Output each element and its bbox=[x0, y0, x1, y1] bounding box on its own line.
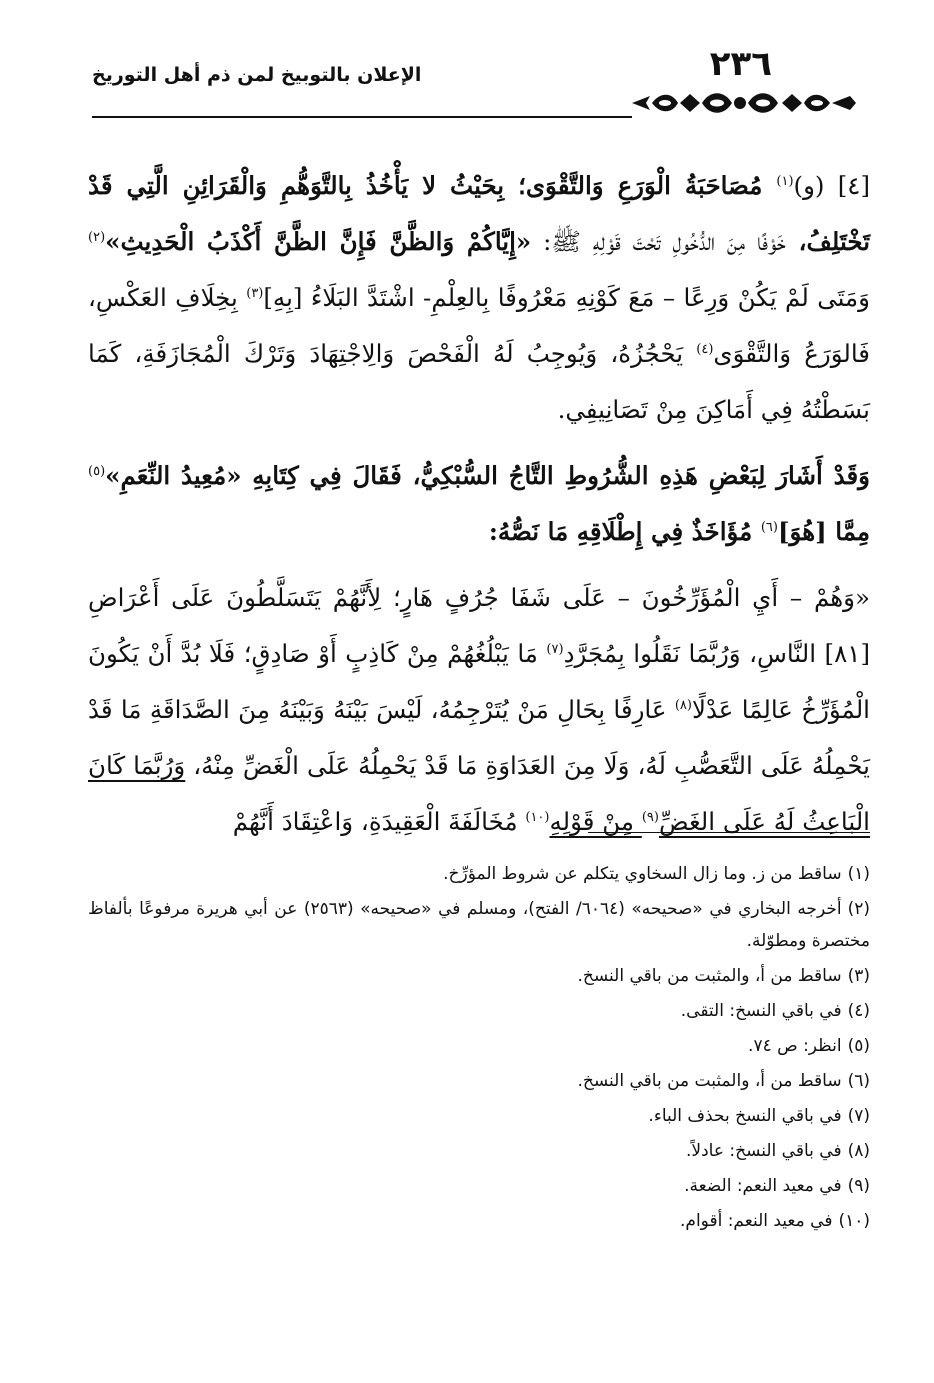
footnote-reference: (١) bbox=[776, 173, 794, 189]
text-segment: بِخِلَافِ العَكْسِ، فَالوَرَعُ وَالتَّقْوَى bbox=[88, 283, 871, 368]
text-segment: وَمَتَى لَمْ يَكُنْ وَرِعًا – مَعَ كَوْنِهِ مَعْرُوفًا بِالعِلْمِ- اشْتَدَّ البَلَاءُ [بِهِ] bbox=[263, 283, 870, 312]
page-number: ٢٣٦ bbox=[709, 44, 772, 84]
body-paragraph bbox=[88, 158, 870, 438]
footnote-text: في باقي النسخ بحذف الباء. bbox=[648, 1106, 842, 1126]
footnote-number: (٤) bbox=[847, 1001, 870, 1021]
text-segment: [٤] (و) bbox=[793, 171, 870, 200]
footnote-text: ساقط من أ، والمثبت من باقي النسخ. bbox=[577, 966, 842, 986]
text-segment: مُصَاحَبَةُ الْوَرَعِ وَالتَّقْوَى؛ بِحَيْثُ لا يَأْخُذُ بِالتَّوَهُّمِ وَالْقَرَائِنِ الَّتِي قَدْ تَخْتَلِفُ، bbox=[88, 171, 871, 256]
text-segment: مُخَالَفَةَ الْعَقِيدَةِ، وَاعْتِقَادَ أَنَّهُمْ bbox=[232, 807, 526, 836]
footnote-reference: (٦) bbox=[760, 519, 778, 535]
footnote-reference: (٣) bbox=[246, 285, 264, 301]
footnote-number: (١٠) bbox=[838, 1211, 870, 1231]
footnote-item bbox=[88, 1065, 870, 1097]
body-paragraph bbox=[88, 570, 870, 850]
footnote-text: في باقي النسخ: التقى. bbox=[680, 1001, 842, 1021]
footnote-text: انظر: ص ٧٤. bbox=[748, 1036, 842, 1056]
footnote-number: (٧) bbox=[847, 1106, 870, 1126]
footnote-text: في معيد النعم: الضعة. bbox=[684, 1176, 842, 1196]
footnote-reference: (٩) bbox=[641, 809, 659, 825]
footnote-item bbox=[88, 1030, 870, 1062]
footnote-text: في معيد النعم: أقوام. bbox=[680, 1211, 833, 1231]
text-segment: مَا يَبْلُغُهُمْ مِنْ كَاذِبٍ أَوْ صَادِقٍ؛ فَلَا بُدَّ أَنْ يَكُونَ الْمُؤَرِّخُ عَالِمًا عَدْلًا bbox=[88, 639, 870, 724]
running-title: الإعلان بالتوبيخ لمن ذم أهل التوريخ bbox=[92, 64, 422, 86]
footnote-reference: (٢) bbox=[88, 229, 106, 245]
footnote-text: ساقط من ز. وما زال السخاوي يتكلم عن شروط المؤرِّخ. bbox=[443, 864, 842, 884]
footnote-reference: (٤) bbox=[696, 341, 714, 357]
footnote-number: (١) bbox=[847, 864, 870, 884]
footnote-item bbox=[88, 1170, 870, 1202]
footnote-item bbox=[88, 858, 870, 890]
text-segment: يَحْجُزُهُ، وَيُوجِبُ لَهُ الْفَحْصَ وَالِاجْتِهَادَ وَتَرْكَ الْمُجَازَفَةِ، كَمَا بَسَطْتُهُ فِي أَمَاكِنَ مِنْ تَصَانِيفِي. bbox=[88, 339, 870, 424]
page-header bbox=[92, 42, 862, 132]
text-segment: مِمَّا [هُوَ] bbox=[777, 517, 870, 546]
footnote-number: (٨) bbox=[847, 1141, 870, 1161]
footnote-item bbox=[88, 960, 870, 992]
footnote-text: في باقي النسخ: عادلاً. bbox=[685, 1141, 842, 1161]
footnote-item bbox=[88, 1100, 870, 1132]
text-segment: وَقَدْ أَشَارَ لِبَعْضِ هَذِهِ الشُّرُوطِ التَّاجُ السُّبْكِيُّ، فَقَالَ فِي كِتَابِهِ «مُعِيدُ النِّعَمِ» bbox=[105, 461, 870, 490]
footnote-number: (٥) bbox=[847, 1036, 870, 1056]
text-segment: وَرُبَّمَا كَانَ الْبَاعِثُ لَهُ عَلَى الغَضِّ bbox=[88, 751, 870, 836]
footnote-reference: (٧) bbox=[546, 641, 564, 657]
footnote-number: (٩) bbox=[847, 1176, 870, 1196]
footnote-number: (٢) bbox=[847, 899, 870, 919]
footnote-text: أخرجه البخاري في «صحيحه» (٦٠٦٤/ الفتح)، ومسلم في «صحيحه» (٢٥٦٣) عن أبي هريرة مرفوعًا بألفاظ مختصرة ومطوّلة. bbox=[88, 899, 870, 951]
text-segment: مِنْ قَوْلِهِ bbox=[549, 807, 642, 836]
text-segment: عَارِفًا بِحَالِ مَنْ يُتَرْجِمُهُ، لَيْسَ بَيْنَهُ وَبَيْنَهُ مِنَ الصَّدَاقَةِ مَا قَدْ يَحْمِلُهُ عَلَى التَّعَصُّبِ لَهُ، وَلَا مِنَ العَدَاوَةِ مَا قَدْ يَحْمِلُهُ عَلَى الْغَضِّ مِنْهُ، bbox=[88, 695, 870, 780]
footnote-separator bbox=[588, 832, 870, 833]
text-segment: مُؤَاخَذٌ فِي إِطْلَاقِهِ مَا نَصُّهُ: bbox=[488, 517, 761, 546]
footnote-item bbox=[88, 1205, 870, 1237]
footnote-text: ساقط من أ، والمثبت من باقي النسخ. bbox=[577, 1071, 842, 1091]
header-rule bbox=[92, 116, 632, 118]
footnote-item bbox=[88, 995, 870, 1027]
floral-ornament-icon bbox=[628, 86, 860, 120]
body-paragraph bbox=[88, 448, 870, 560]
footnote-item bbox=[88, 893, 870, 957]
footnote-number: (٣) bbox=[847, 966, 870, 986]
footnote-reference: (١٠) bbox=[525, 809, 550, 825]
footnote-item bbox=[88, 1135, 870, 1167]
footnote-number: (٦) bbox=[847, 1071, 870, 1091]
footnote-reference: (٨) bbox=[674, 697, 692, 713]
text-segment: «إِيَّاكُمْ وَالظَّنَّ فَإِنَّ الظَّنَّ أَكْذَبُ الْحَدِيثِ» bbox=[105, 227, 532, 256]
main-text bbox=[88, 158, 870, 850]
text-segment: خَوْفًا مِنَ الدُّخُولِ تَحْتَ قَوْلِهِ ﷺ: bbox=[531, 227, 786, 256]
footnotes bbox=[88, 858, 870, 1240]
footnote-reference: (٥) bbox=[88, 463, 106, 479]
text-segment: «وَهُمْ – أَيِ الْمُؤَرِّخُونَ – عَلَى شَفَا جُرُفٍ هَارٍ؛ لِأَنَّهُمْ يَتَسَلَّطُونَ عَلَى أَعْرَاضِ [٨١] النَّاسِ، وَرُبَّمَا نَقَلُوا بِمُجَرَّدِ bbox=[88, 583, 870, 668]
